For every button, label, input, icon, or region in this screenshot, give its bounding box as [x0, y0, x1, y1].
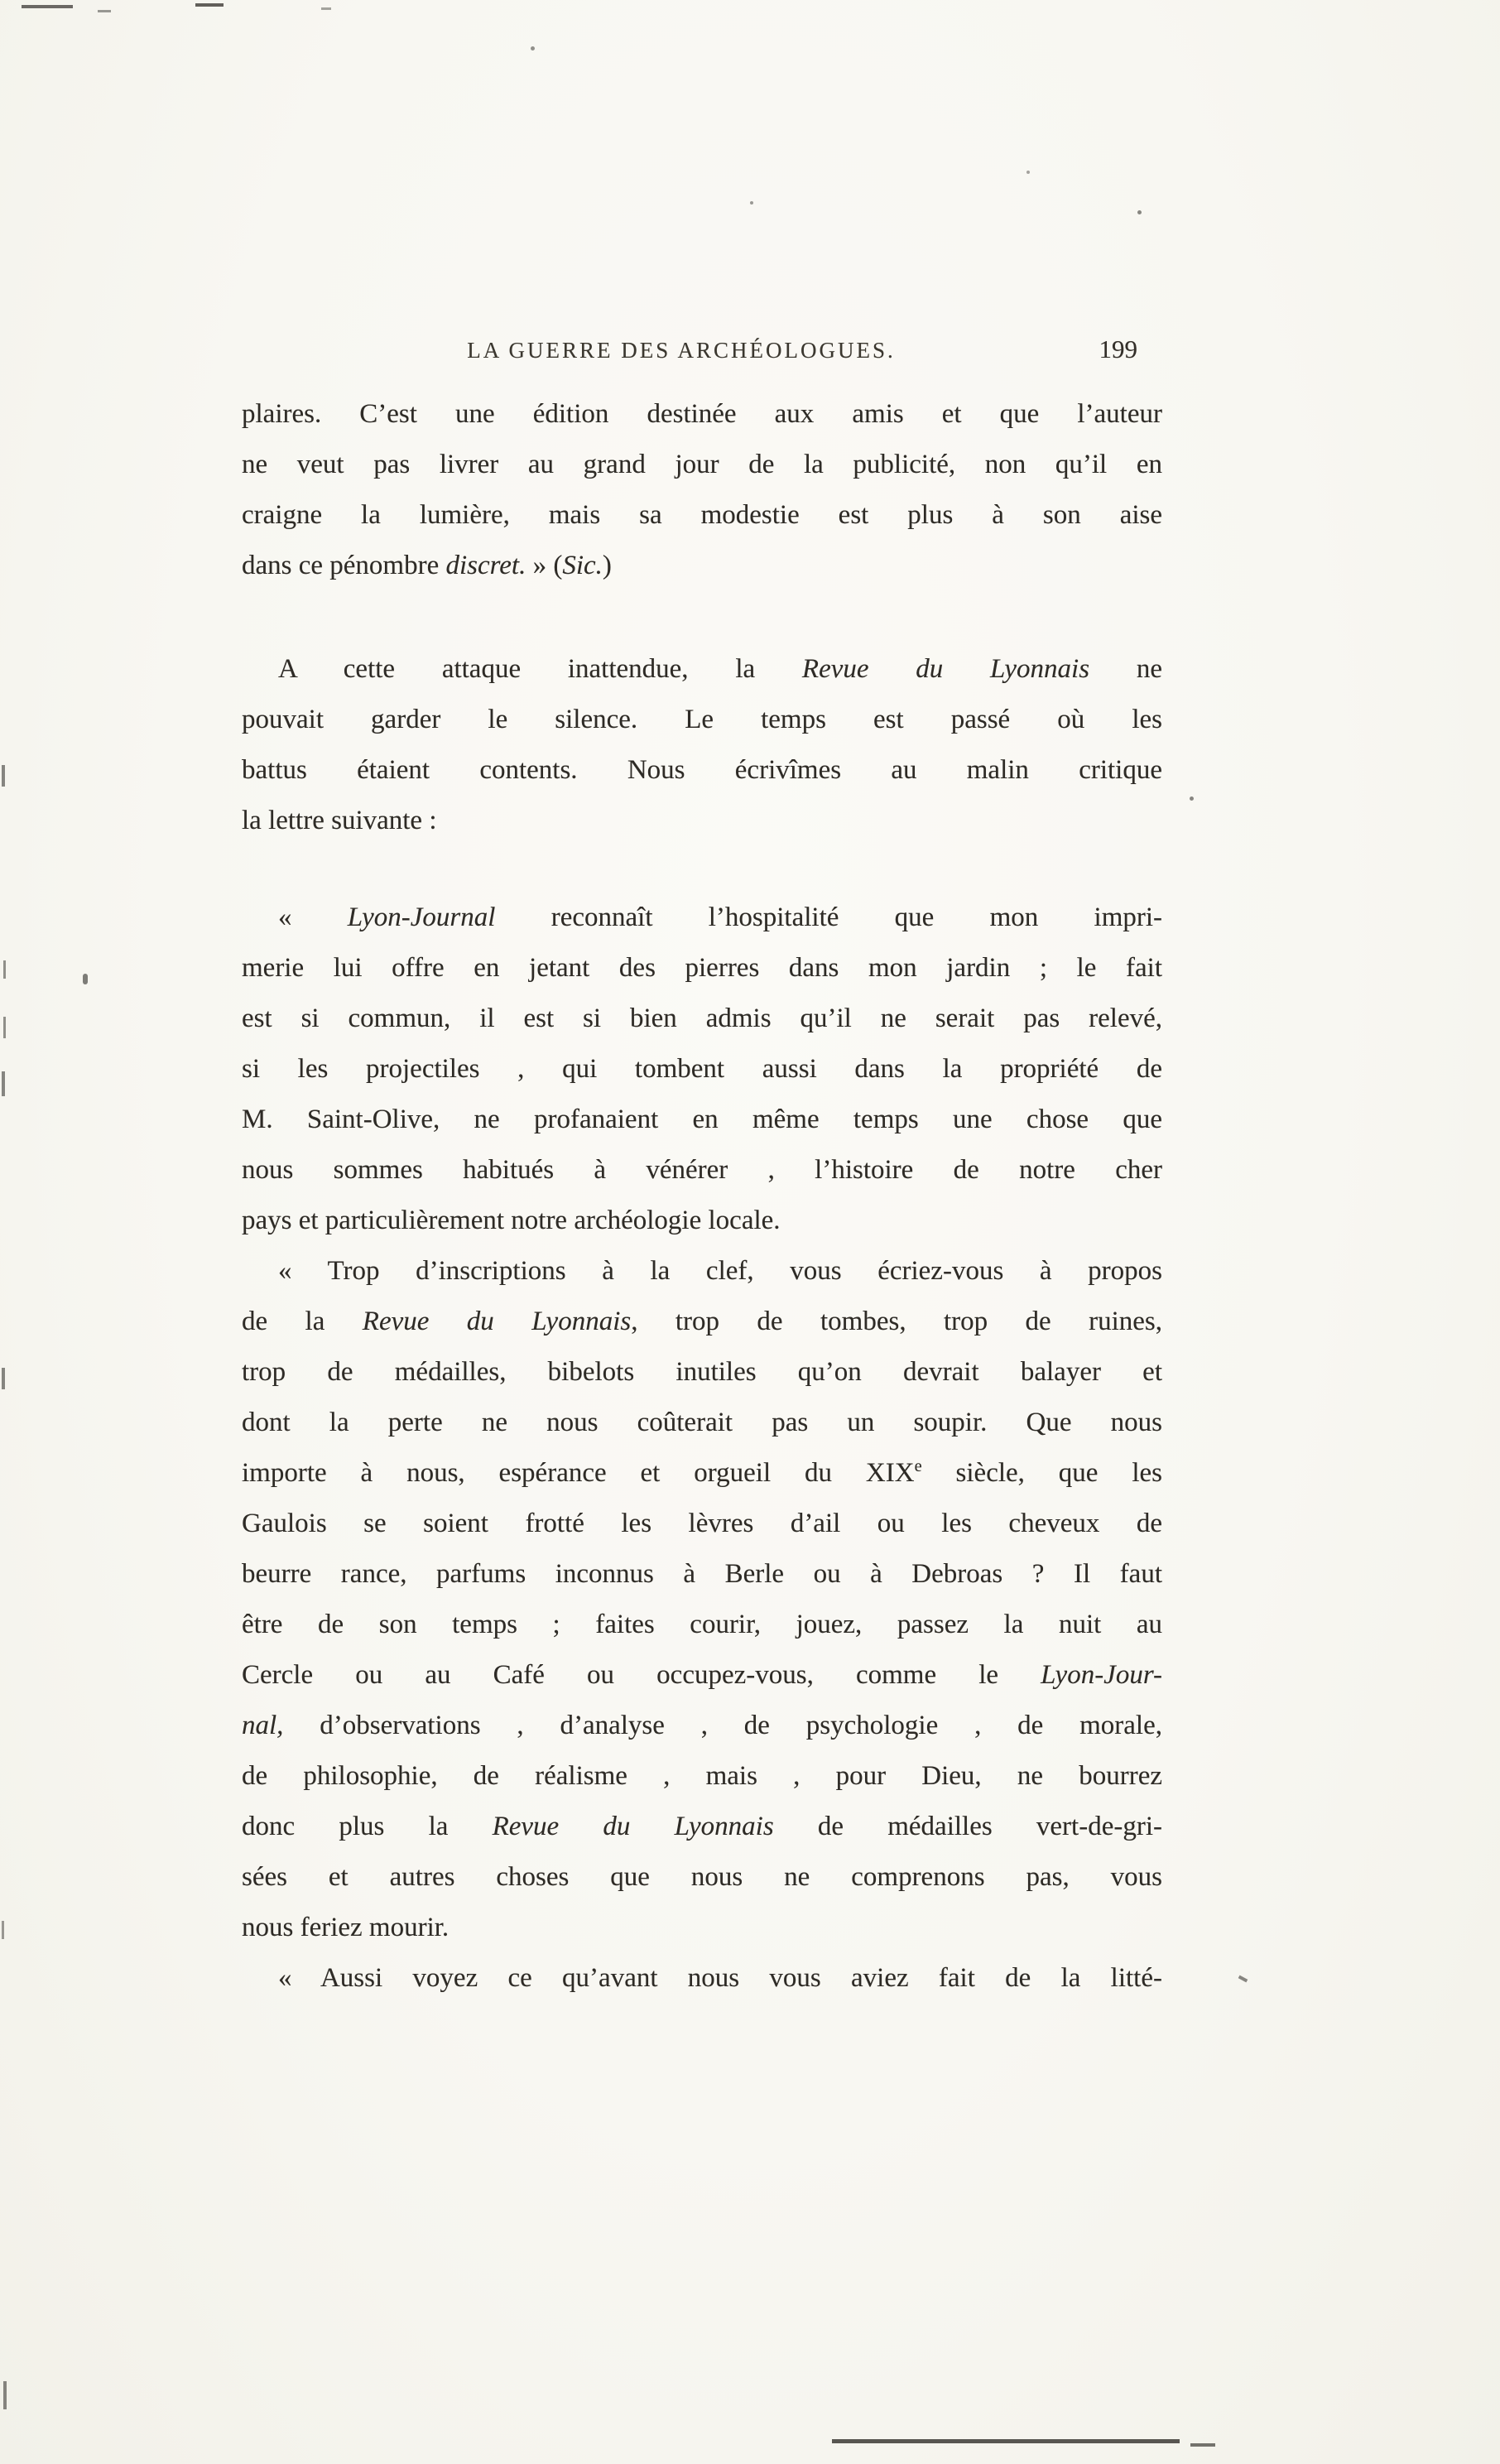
text-line [242, 796, 1162, 846]
text-run: trop de médailles, bibelots inutiles qu’on devrait balayer et [242, 1357, 1162, 1387]
text-run: pouvait garder le silence. Le temps est passé où les [242, 705, 1162, 734]
text-run: pays et particulièrement notre archéologie locale. [242, 1206, 781, 1235]
text-run: la lettre suivante : [242, 806, 437, 835]
text-run: e [914, 1457, 922, 1475]
text-run: « [278, 902, 348, 932]
italic-text-run: Lyon-Jour- [1041, 1660, 1162, 1690]
text-run: dans ce pénombre [242, 551, 446, 580]
text-line [242, 1196, 1162, 1246]
text-line [242, 943, 1162, 994]
text-run: » ( [526, 551, 563, 580]
scan-artifact [3, 1017, 6, 1038]
page-number: 199 [1099, 334, 1137, 363]
text-run: ne veut pas livrer au grand jour de la publicité, non qu’il en [242, 450, 1162, 479]
italic-text-run: Revue du Lyonnais [492, 1812, 774, 1841]
text-line [242, 389, 1162, 440]
text-run: ) [602, 551, 612, 580]
text-run: est si commun, il est si bien admis qu’il ne serait pas relevé, [242, 1003, 1162, 1033]
text-line [242, 541, 1162, 591]
text-run: de philosophie, de réalisme , mais , pour Dieu, ne bourrez [242, 1761, 1162, 1791]
text-run: M. Saint-Olive, ne profanaient en même temps une chose que [242, 1104, 1162, 1134]
text-line [242, 893, 1162, 943]
italic-text-run: Lyon-Journal [347, 902, 496, 932]
text-line [242, 745, 1162, 796]
text-run: nous sommes habitués à vénérer , l’histoire de notre cher [242, 1155, 1162, 1185]
text-run: reconnaît l’hospitalité que mon impri- [495, 902, 1163, 932]
italic-text-run: Revue du Lyonnais [362, 1307, 632, 1336]
text-run: sées et autres choses que nous ne comprenons pas, vous [242, 1862, 1162, 1892]
text-run: ne [1089, 654, 1162, 684]
text-line [242, 1044, 1162, 1095]
text-run: être de son temps ; faites courir, jouez, passez la nuit au [242, 1610, 1162, 1639]
text-run: siècle, que les [921, 1458, 1162, 1488]
paragraph [242, 1953, 1162, 2004]
scan-artifact [195, 3, 224, 7]
scan-artifact [3, 2381, 7, 2409]
text-run: Gaulois se soient frotté les lèvres d’ail ou les cheveux de [242, 1509, 1162, 1538]
text-line [242, 490, 1162, 541]
text-line [242, 1448, 1162, 1499]
text-line [242, 1600, 1162, 1650]
text-line [242, 1246, 1162, 1297]
text-run: « Aussi voyez ce qu’avant nous vous aviez fait de la litté- [278, 1963, 1162, 1993]
text-block [242, 330, 1162, 2004]
scan-artifact [1190, 2443, 1215, 2447]
paragraph [242, 389, 1162, 591]
text-line [242, 1499, 1162, 1549]
text-line [242, 1903, 1162, 1953]
text-run: battus étaient contents. Nous écrivîmes au malin critique [242, 755, 1162, 785]
text-run: d’observations , d’analyse , de psychologie , de morale, [283, 1711, 1162, 1740]
text-line [242, 994, 1162, 1044]
text-run: craigne la lumière, mais sa modestie est plus à son aise [242, 500, 1162, 530]
paragraph [242, 1246, 1162, 1953]
text-run: « Trop d’inscriptions à la clef, vous écriez-vous à propos [278, 1256, 1162, 1286]
text-run: dont la perte ne nous coûterait pas un soupir. Que nous [242, 1408, 1162, 1437]
scan-artifact [531, 46, 535, 51]
text-line [242, 1650, 1162, 1701]
text-run: nous feriez mourir. [242, 1913, 450, 1942]
scan-artifact [2, 1368, 5, 1389]
scan-artifact [22, 5, 73, 8]
running-title: LA GUERRE DES ARCHÉOLOGUES. [467, 338, 896, 363]
text-run: si les projectiles , qui tombent aussi dans la propriété de [242, 1054, 1162, 1084]
scan-artifact [1238, 1976, 1248, 1983]
text-line [242, 1549, 1162, 1600]
text-line [242, 1751, 1162, 1802]
italic-text-run: nal, [242, 1711, 284, 1740]
scan-artifact [832, 2439, 1180, 2443]
italic-text-run: Revue du Lyonnais [801, 654, 1090, 684]
text-line [242, 1802, 1162, 1852]
text-run: A cette attaque inattendue, la [278, 654, 802, 684]
scan-artifact [1190, 796, 1194, 801]
text-run: merie lui offre en jetant des pierres dans mon jardin ; le fait [242, 953, 1162, 983]
scan-artifact [750, 201, 753, 205]
text-line [242, 1347, 1162, 1398]
scan-artifact [2, 765, 5, 787]
text-line [242, 1095, 1162, 1145]
text-run: de la [242, 1307, 363, 1336]
text-run: de médailles vert-de-gri- [773, 1812, 1162, 1841]
text-line [242, 1852, 1162, 1903]
text-run: beurre rance, parfums inconnus à Berle ou à Debroas ? Il faut [242, 1559, 1162, 1589]
scan-artifact [321, 7, 331, 10]
text-run: , trop de tombes, trop de ruines, [631, 1307, 1162, 1336]
paragraph [242, 644, 1162, 846]
text-run: plaires. C’est une édition destinée aux amis et que l’auteur [242, 399, 1162, 429]
scan-artifact [2, 1071, 5, 1096]
page-header [242, 330, 1162, 368]
text-line [242, 695, 1162, 745]
scan-artifact [2, 1921, 4, 1939]
text-line [242, 1398, 1162, 1448]
scan-artifact [83, 974, 88, 984]
text-run: Cercle ou au Café ou occupez-vous, comme le [242, 1660, 1041, 1690]
scan-artifact [98, 10, 111, 12]
text-line [242, 440, 1162, 490]
italic-text-run: Sic. [562, 551, 603, 580]
body-text [242, 389, 1162, 2004]
scan-artifact [3, 960, 6, 979]
text-run: importe à nous, espérance et orgueil du XIX [242, 1458, 915, 1488]
text-line [242, 1701, 1162, 1751]
scan-artifact [1137, 210, 1142, 214]
text-line [242, 1145, 1162, 1196]
paragraph [242, 893, 1162, 1246]
text-line [242, 644, 1162, 695]
text-line [242, 1953, 1162, 2004]
text-run: donc plus la [242, 1812, 493, 1841]
text-line [242, 1297, 1162, 1347]
scan-artifact [1026, 171, 1030, 174]
italic-text-run: discret. [445, 551, 526, 580]
